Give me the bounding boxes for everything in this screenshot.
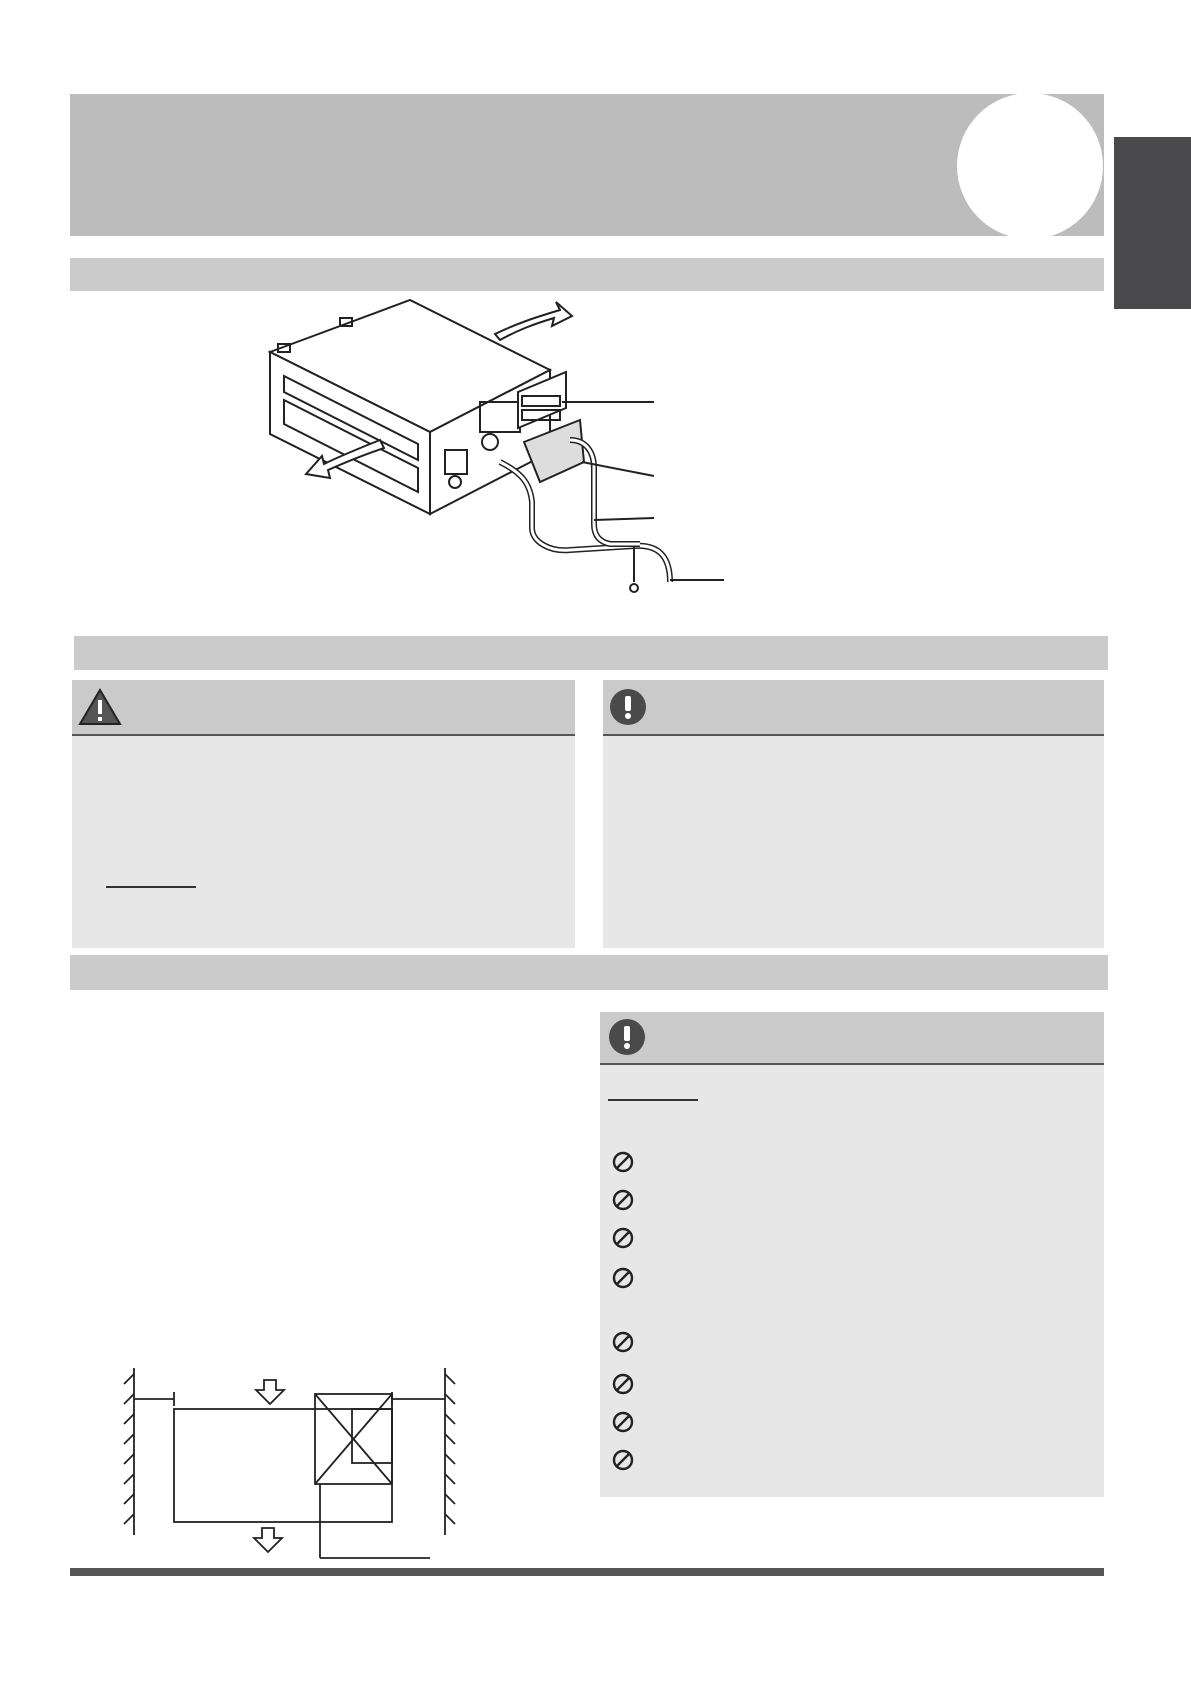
clearance-diagram xyxy=(112,1360,472,1568)
indoor-unit-illustration xyxy=(250,292,750,612)
section-bar-unit-overview xyxy=(70,258,1104,291)
warning-panel-body xyxy=(72,736,575,948)
caution-panel-header xyxy=(603,680,1104,736)
warning-underline-mark xyxy=(106,886,196,888)
footer-rule xyxy=(70,1568,1104,1576)
warning-triangle-icon xyxy=(78,688,122,726)
location-caution-panel-header xyxy=(600,1012,1104,1065)
section-bar-installation-location xyxy=(70,955,1108,990)
exclamation-circle-icon xyxy=(608,1018,646,1056)
exclamation-circle-icon xyxy=(609,688,647,726)
caution-panel-body xyxy=(603,736,1104,948)
warning-panel-header xyxy=(72,680,575,736)
header-banner xyxy=(70,94,1104,236)
chapter-circle xyxy=(957,93,1103,239)
section-bar-warnings xyxy=(74,636,1108,670)
location-underline-mark xyxy=(608,1099,698,1101)
side-language-tab[interactable] xyxy=(1114,137,1191,309)
callout-label-box xyxy=(644,592,742,632)
prohibited-icon-list xyxy=(608,1075,638,1495)
location-caution-panel-body xyxy=(600,1065,1104,1497)
